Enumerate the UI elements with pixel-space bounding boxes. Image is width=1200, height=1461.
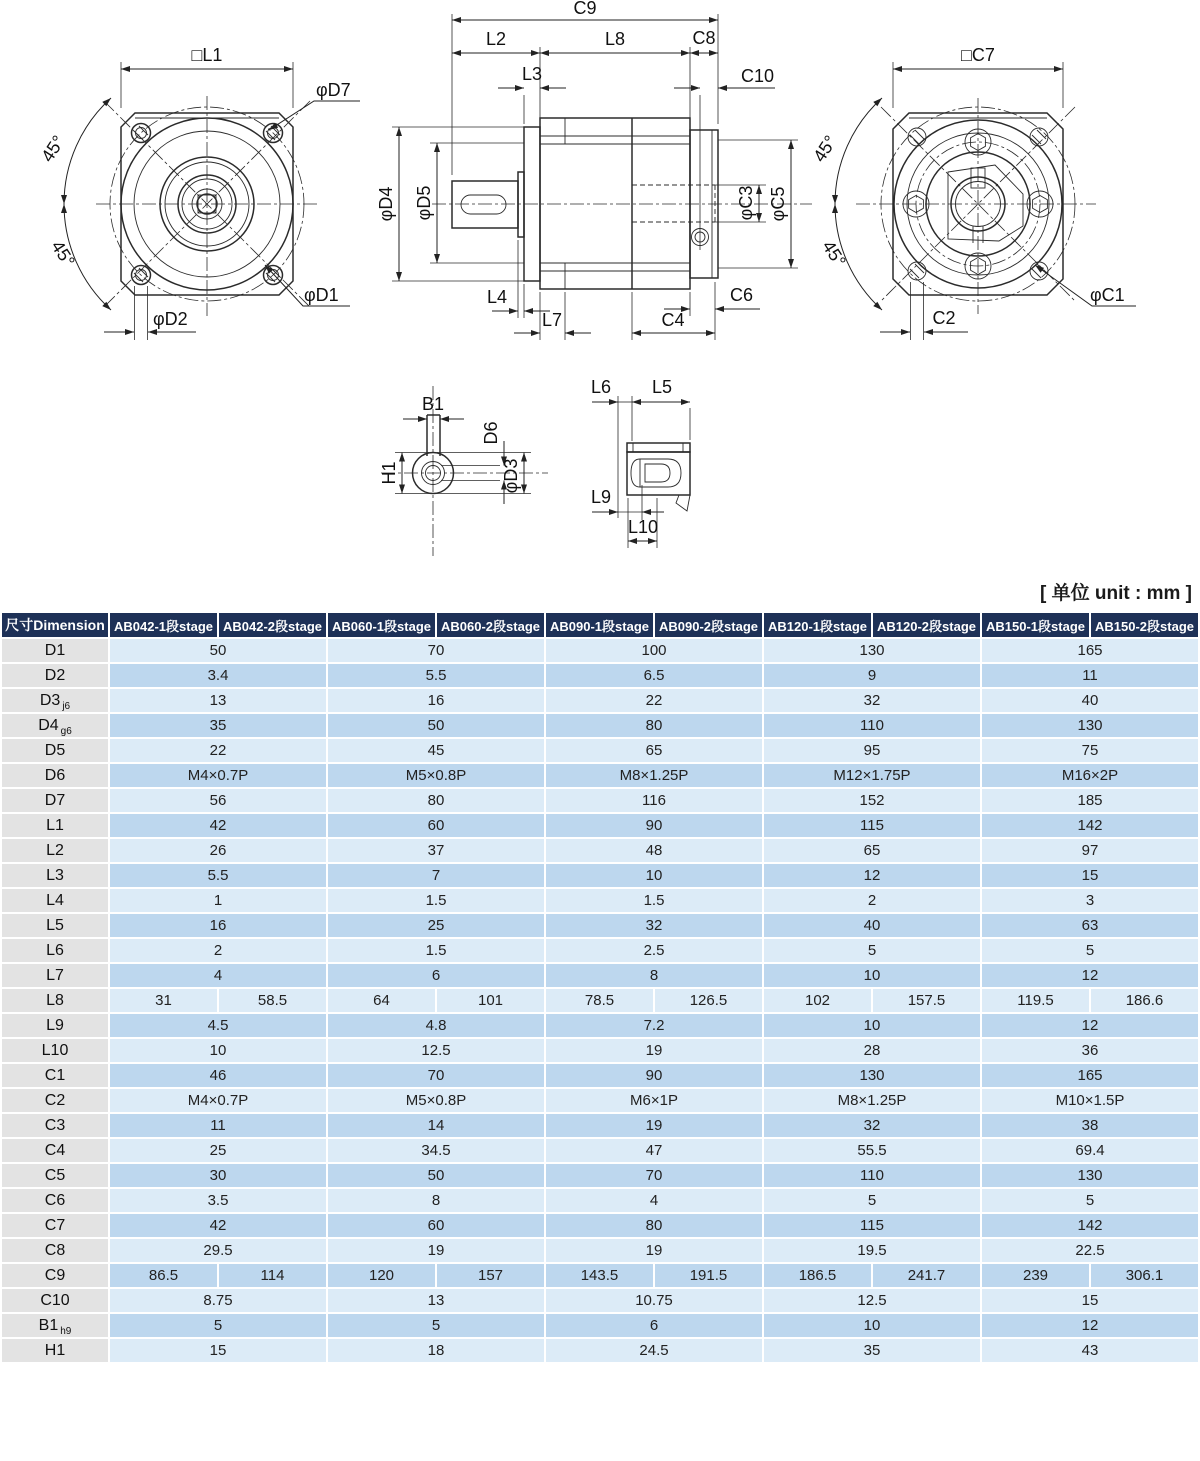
dimension-value-cell: 8	[327, 1188, 545, 1213]
dimension-value-cell: 114	[218, 1263, 327, 1288]
dim-label-l7: L7	[541, 310, 563, 330]
dimension-value-cell: M10×1.5P	[981, 1088, 1199, 1113]
dimension-value-cell: 10	[763, 963, 981, 988]
dimension-value-cell: 63	[981, 913, 1199, 938]
dimension-value-cell: 4.5	[109, 1013, 327, 1038]
dimension-value-cell: M5×0.8P	[327, 763, 545, 788]
dim-label-l1: □L1	[191, 45, 223, 65]
table-row-c9	[1, 1263, 1199, 1288]
dimension-value-cell: 2	[109, 938, 327, 963]
dimension-value-cell: 143.5	[545, 1263, 654, 1288]
dimension-value-cell: 142	[981, 1213, 1199, 1238]
dimension-value-cell: 5	[763, 1188, 981, 1213]
dim-label-rear-angle-top: 45°	[809, 131, 841, 166]
dimension-value-cell: 19.5	[763, 1238, 981, 1263]
dimension-value-cell: 14	[327, 1113, 545, 1138]
dimension-value-cell: 12	[981, 963, 1199, 988]
dimension-label: L1	[1, 813, 109, 838]
dim-label-b1: B1	[421, 394, 445, 414]
dimension-label: C10	[1, 1288, 109, 1313]
dimension-label: L2	[1, 838, 109, 863]
dimension-label: L6	[1, 938, 109, 963]
dimension-tolerance-suffix: h9	[60, 1325, 72, 1337]
dimension-label: L9	[1, 1013, 109, 1038]
dimension-value-cell: 38	[981, 1113, 1199, 1138]
header-model-column: AB060-1段stage	[327, 612, 436, 638]
dimension-label: L5	[1, 913, 109, 938]
key-detail-view	[591, 377, 690, 548]
dimension-value-cell: 7.2	[545, 1013, 763, 1038]
table-row-l2	[1, 838, 1199, 863]
header-model-column: AB042-2段stage	[218, 612, 327, 638]
dimension-value-cell: 101	[436, 988, 545, 1013]
dimension-value-cell: M8×1.25P	[763, 1088, 981, 1113]
dimension-value-cell: 50	[327, 713, 545, 738]
dimension-value-cell: 42	[109, 813, 327, 838]
dimension-value-cell: 239	[981, 1263, 1090, 1288]
table-row-l3	[1, 863, 1199, 888]
dimension-label: D1	[1, 638, 109, 663]
dimension-value-cell: 5	[981, 938, 1199, 963]
dim-label-c4: C4	[661, 310, 685, 330]
dimension-value-cell: 13	[109, 688, 327, 713]
header-model-column: AB150-1段stage	[981, 612, 1090, 638]
table-row-d4	[1, 713, 1199, 738]
dimension-value-cell: 22	[109, 738, 327, 763]
dimension-value-cell: 2	[763, 888, 981, 913]
dim-label-l5: L5	[651, 377, 673, 397]
dimension-value-cell: 35	[109, 713, 327, 738]
table-row-c4	[1, 1138, 1199, 1163]
dimension-label: D6	[1, 763, 109, 788]
dimension-value-cell: 6	[545, 1313, 763, 1338]
dimension-value-cell: 78.5	[545, 988, 654, 1013]
dim-label-c5: φC5	[768, 186, 788, 222]
dimension-value-cell: 157	[436, 1263, 545, 1288]
dimension-value-cell: 12.5	[327, 1038, 545, 1063]
table-row-c6	[1, 1188, 1199, 1213]
dimension-value-cell: 86.5	[109, 1263, 218, 1288]
table-row-l1	[1, 813, 1199, 838]
dim-label-c3: φC3	[736, 185, 756, 221]
dimension-value-cell: 5	[109, 1313, 327, 1338]
dimension-label: H1	[1, 1338, 109, 1363]
dimension-value-cell: 185	[981, 788, 1199, 813]
dim-label-c10: C10	[741, 66, 775, 86]
dimension-label: L3	[1, 863, 109, 888]
dim-label-rear-angle-bottom: 45°	[818, 236, 850, 271]
dimension-value-cell: 40	[763, 913, 981, 938]
table-row-c7	[1, 1213, 1199, 1238]
table-row-l8	[1, 988, 1199, 1013]
table-row-c1	[1, 1063, 1199, 1088]
dimension-value-cell: 90	[545, 813, 763, 838]
dimension-value-cell: 130	[763, 638, 981, 663]
dimension-value-cell: 100	[545, 638, 763, 663]
dimension-value-cell: 19	[545, 1238, 763, 1263]
dimension-value-cell: 5.5	[327, 663, 545, 688]
dimension-value-cell: 13	[327, 1288, 545, 1313]
dimension-label: D4 $_{g6}$	[1, 713, 109, 738]
table-row-c8	[1, 1238, 1199, 1263]
dimension-value-cell: 186.5	[763, 1263, 872, 1288]
dimension-value-cell: 32	[763, 688, 981, 713]
dimension-value-cell: 110	[763, 1163, 981, 1188]
dim-label-l2: L2	[485, 29, 507, 49]
dimension-value-cell: 34.5	[327, 1138, 545, 1163]
dimension-value-cell: 80	[327, 788, 545, 813]
dimension-value-cell: 9	[763, 663, 981, 688]
table-row-c3	[1, 1113, 1199, 1138]
dimension-value-cell: M4×0.7P	[109, 1088, 327, 1113]
unit-label: [ 单位 unit : mm ]	[1040, 583, 1192, 604]
dimension-label: C3	[1, 1113, 109, 1138]
dimension-value-cell: 12	[981, 1013, 1199, 1038]
dimension-value-cell: 25	[327, 913, 545, 938]
dimension-label: C6	[1, 1188, 109, 1213]
dimension-label: C8	[1, 1238, 109, 1263]
rear-view	[809, 45, 1136, 340]
dim-label-h1: H1	[379, 461, 399, 485]
dimension-value-cell: 42	[109, 1213, 327, 1238]
dimension-value-cell: 60	[327, 813, 545, 838]
dimension-value-cell: 35	[763, 1338, 981, 1363]
dimension-value-cell: 165	[981, 1063, 1199, 1088]
dimension-label: D5	[1, 738, 109, 763]
dim-label-d3: φD3	[501, 458, 521, 494]
dimension-value-cell: 24.5	[545, 1338, 763, 1363]
dimension-value-cell: 16	[109, 913, 327, 938]
dimension-value-cell: 5	[763, 938, 981, 963]
header-model-column: AB120-1段stage	[763, 612, 872, 638]
shaft-detail-view	[379, 386, 548, 556]
dimension-value-cell: 157.5	[872, 988, 981, 1013]
dim-label-l3: L3	[521, 64, 543, 84]
dimension-value-cell: 6	[327, 963, 545, 988]
dimension-value-cell: 165	[981, 638, 1199, 663]
table-row-c10	[1, 1288, 1199, 1313]
dimension-value-cell: 75	[981, 738, 1199, 763]
dimension-value-cell: 3.4	[109, 663, 327, 688]
dimension-value-cell: 32	[763, 1113, 981, 1138]
dimension-value-cell: 6.5	[545, 663, 763, 688]
dimension-value-cell: 28	[763, 1038, 981, 1063]
dim-label-l6: L6	[590, 377, 612, 397]
dimension-value-cell: M12×1.75P	[763, 763, 981, 788]
table-row-d7	[1, 788, 1199, 813]
table-row-c2	[1, 1088, 1199, 1113]
dimension-value-cell: 43	[981, 1338, 1199, 1363]
dimension-value-cell: 130	[981, 1163, 1199, 1188]
dimension-value-cell: 64	[327, 988, 436, 1013]
dimension-value-cell: 15	[981, 1288, 1199, 1313]
dimension-value-cell: 10	[109, 1038, 327, 1063]
table-row-d5	[1, 738, 1199, 763]
front-view	[37, 45, 360, 340]
dim-label-d5: φD5	[414, 185, 434, 221]
dim-label-d1: φD1	[304, 285, 339, 305]
dimension-value-cell: 45	[327, 738, 545, 763]
dimension-value-cell: 56	[109, 788, 327, 813]
dimension-value-cell: M16×2P	[981, 763, 1199, 788]
dimension-value-cell: 5	[327, 1313, 545, 1338]
dimension-value-cell: 80	[545, 1213, 763, 1238]
dimension-value-cell: 306.1	[1090, 1263, 1199, 1288]
dimension-value-cell: 142	[981, 813, 1199, 838]
table-row-l9	[1, 1013, 1199, 1038]
dimension-label: C5	[1, 1163, 109, 1188]
dimension-value-cell: 29.5	[109, 1238, 327, 1263]
dimension-value-cell: 4	[545, 1188, 763, 1213]
dimension-value-cell: 50	[109, 638, 327, 663]
table-row-d3	[1, 688, 1199, 713]
dimension-value-cell: 55.5	[763, 1138, 981, 1163]
dimension-value-cell: 5	[981, 1188, 1199, 1213]
dimension-value-cell: 10	[545, 863, 763, 888]
dimension-label: C9	[1, 1263, 109, 1288]
table-header-row	[1, 612, 1199, 638]
dimension-value-cell: 15	[981, 863, 1199, 888]
dimension-value-cell: 46	[109, 1063, 327, 1088]
dimension-value-cell: 7	[327, 863, 545, 888]
dimension-value-cell: M4×0.7P	[109, 763, 327, 788]
dimension-value-cell: 1	[109, 888, 327, 913]
side-view	[376, 0, 812, 340]
dimension-value-cell: 22	[545, 688, 763, 713]
table-row-h1	[1, 1338, 1199, 1363]
dimension-value-cell: 97	[981, 838, 1199, 863]
dim-label-c7: □C7	[961, 45, 995, 65]
dimension-value-cell: 10	[763, 1313, 981, 1338]
dimension-value-cell: M8×1.25P	[545, 763, 763, 788]
dimension-label: D3 $_{j6}$	[1, 688, 109, 713]
dimension-value-cell: 19	[545, 1038, 763, 1063]
dimension-value-cell: 130	[981, 713, 1199, 738]
dimension-label: L4	[1, 888, 109, 913]
table-row-c5	[1, 1163, 1199, 1188]
table-row-l6	[1, 938, 1199, 963]
dimension-tolerance-suffix: g6	[60, 725, 72, 737]
dim-label-d6: D6	[481, 421, 501, 445]
table-row-d2	[1, 663, 1199, 688]
dimension-drawing	[0, 0, 1200, 576]
dimension-value-cell: 36	[981, 1038, 1199, 1063]
dimension-value-cell: 40	[981, 688, 1199, 713]
dimension-value-cell: 15	[109, 1338, 327, 1363]
dimension-value-cell: M5×0.8P	[327, 1088, 545, 1113]
dimension-value-cell: 10.75	[545, 1288, 763, 1313]
dimension-value-cell: 65	[763, 838, 981, 863]
table-row-d1	[1, 638, 1199, 663]
dim-label-l10: L10	[627, 517, 659, 537]
dimension-tolerance-suffix: j6	[62, 700, 71, 712]
table-row-l4	[1, 888, 1199, 913]
table-row-l5	[1, 913, 1199, 938]
dim-label-c1: φC1	[1090, 285, 1125, 305]
dimension-value-cell: 102	[763, 988, 872, 1013]
dimension-value-cell: 70	[545, 1163, 763, 1188]
dimension-value-cell: 115	[763, 813, 981, 838]
dimension-label: C2	[1, 1088, 109, 1113]
dimension-value-cell: 37	[327, 838, 545, 863]
dimension-value-cell: 4.8	[327, 1013, 545, 1038]
dimension-value-cell: 12	[981, 1313, 1199, 1338]
dimension-value-cell: 30	[109, 1163, 327, 1188]
dimension-value-cell: 32	[545, 913, 763, 938]
dimension-label: L10	[1, 1038, 109, 1063]
dimension-value-cell: 130	[763, 1063, 981, 1088]
dimension-value-cell: 80	[545, 713, 763, 738]
dimension-value-cell: 58.5	[218, 988, 327, 1013]
dimension-label: L7	[1, 963, 109, 988]
dimension-value-cell: 3	[981, 888, 1199, 913]
dim-label-c6: C6	[730, 285, 754, 305]
dimension-value-cell: 120	[327, 1263, 436, 1288]
dimension-value-cell: 11	[109, 1113, 327, 1138]
dimension-value-cell: 115	[763, 1213, 981, 1238]
dim-label-d7: φD7	[316, 80, 351, 100]
header-model-column: AB090-2段stage	[654, 612, 763, 638]
header-model-column: AB120-2段stage	[872, 612, 981, 638]
dimension-value-cell: 5.5	[109, 863, 327, 888]
dimension-label: C7	[1, 1213, 109, 1238]
dimension-label: B1 $_{h9}$	[1, 1313, 109, 1338]
dimension-value-cell: 16	[327, 688, 545, 713]
dimension-value-cell: 110	[763, 713, 981, 738]
dimension-value-cell: 11	[981, 663, 1199, 688]
dim-label-d2: φD2	[153, 309, 188, 329]
dimension-value-cell: 31	[109, 988, 218, 1013]
dimension-value-cell: 2.5	[545, 938, 763, 963]
dim-label-c2: C2	[932, 308, 956, 328]
dimension-value-cell: 10	[763, 1013, 981, 1038]
dimension-label: D2	[1, 663, 109, 688]
header-dimension-column: 尺寸Dimension	[1, 612, 109, 638]
table-row-l10	[1, 1038, 1199, 1063]
header-model-column: AB060-2段stage	[436, 612, 545, 638]
dim-label-l8: L8	[604, 29, 626, 49]
dimension-value-cell: 241.7	[872, 1263, 981, 1288]
dimension-value-cell: 18	[327, 1338, 545, 1363]
table-row-d6	[1, 763, 1199, 788]
dimension-value-cell: 3.5	[109, 1188, 327, 1213]
dimension-value-cell: M6×1P	[545, 1088, 763, 1113]
dimension-value-cell: 116	[545, 788, 763, 813]
dimension-value-cell: 50	[327, 1163, 545, 1188]
dimension-value-cell: 19	[327, 1238, 545, 1263]
dim-label-l4: L4	[486, 287, 508, 307]
table-row-l7	[1, 963, 1199, 988]
dimension-value-cell: 12.5	[763, 1288, 981, 1313]
header-model-column: AB150-2段stage	[1090, 612, 1199, 638]
dimension-value-cell: 70	[327, 1063, 545, 1088]
dimension-value-cell: 191.5	[654, 1263, 763, 1288]
output-shaft	[452, 181, 518, 228]
dimension-value-cell: 26	[109, 838, 327, 863]
dimension-value-cell: 90	[545, 1063, 763, 1088]
dimension-value-cell: 4	[109, 963, 327, 988]
dimension-value-cell: 65	[545, 738, 763, 763]
dimension-value-cell: 1.5	[545, 888, 763, 913]
dim-label-angle-top: 45°	[37, 131, 69, 166]
dimension-value-cell: 8	[545, 963, 763, 988]
dimension-label: C4	[1, 1138, 109, 1163]
dimension-value-cell: 25	[109, 1138, 327, 1163]
dimension-value-cell: 152	[763, 788, 981, 813]
dimension-value-cell: 22.5	[981, 1238, 1199, 1263]
dimension-value-cell: 47	[545, 1138, 763, 1163]
dimension-value-cell: 119.5	[981, 988, 1090, 1013]
dimension-label: D7	[1, 788, 109, 813]
dimension-value-cell: 186.6	[1090, 988, 1199, 1013]
dimension-value-cell: 1.5	[327, 888, 545, 913]
dimension-value-cell: 1.5	[327, 938, 545, 963]
dimension-value-cell: 19	[545, 1113, 763, 1138]
dimension-label: L8	[1, 988, 109, 1013]
dimension-value-cell: 95	[763, 738, 981, 763]
dimension-value-cell: 12	[763, 863, 981, 888]
dimension-value-cell: 126.5	[654, 988, 763, 1013]
dimension-value-cell: 60	[327, 1213, 545, 1238]
dim-label-c8: C8	[692, 28, 716, 48]
dimension-label: C1	[1, 1063, 109, 1088]
dim-label-l9: L9	[590, 487, 612, 507]
dimension-value-cell: 70	[327, 638, 545, 663]
table-row-b1	[1, 1313, 1199, 1338]
dimension-table	[0, 611, 1200, 1364]
header-model-column: AB042-1段stage	[109, 612, 218, 638]
dimension-value-cell: 48	[545, 838, 763, 863]
dimension-value-cell: 69.4	[981, 1138, 1199, 1163]
dimension-value-cell: 8.75	[109, 1288, 327, 1313]
header-model-column: AB090-1段stage	[545, 612, 654, 638]
dim-label-d4: φD4	[376, 186, 396, 222]
dim-label-c9: C9	[573, 0, 597, 18]
dim-label-angle-bottom: 45°	[47, 236, 79, 271]
